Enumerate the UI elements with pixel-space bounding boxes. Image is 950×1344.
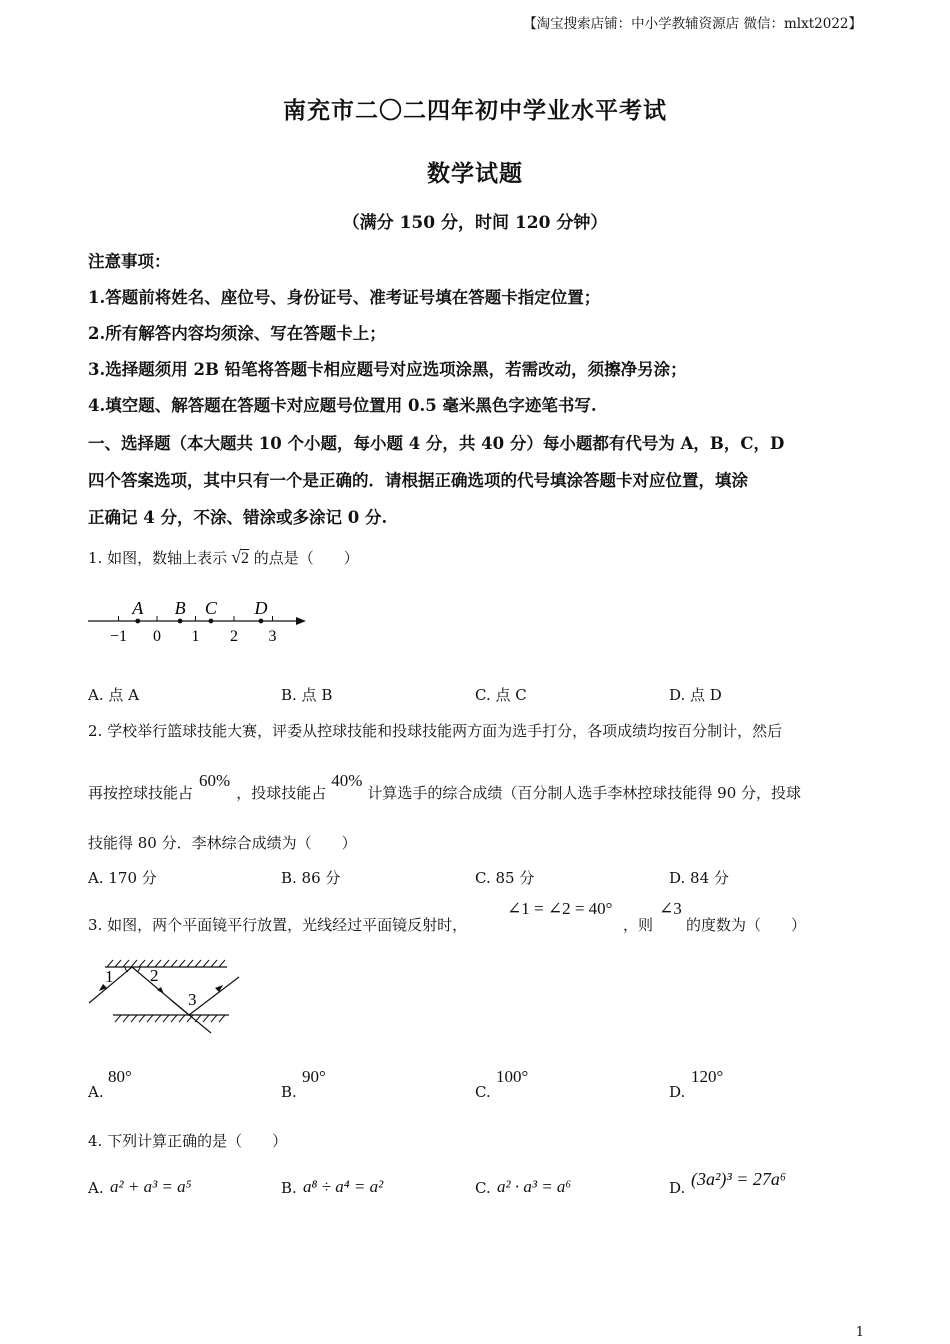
q3-stem-text-end: 的度数为（ ） [686, 916, 807, 934]
tick-label: 0 [153, 628, 161, 645]
q3-option-c-value: 100° [496, 1067, 529, 1086]
page-number: 1 [855, 1325, 864, 1340]
q2-percent-2: 40% [331, 771, 363, 790]
outgoing-ray [189, 977, 239, 1015]
notes-heading: 注意事项： [88, 252, 171, 271]
q4-option-c-letter: C. [475, 1179, 491, 1197]
point-b-dot [178, 619, 183, 624]
top-mirror-hatching [107, 960, 225, 967]
q3-option-d-value: 120° [691, 1067, 724, 1086]
q3-stem-text: ，则 [623, 916, 654, 934]
q4-option-c-value: a² · a³ = a⁶ [497, 1177, 572, 1196]
point-d-label: D [254, 598, 268, 618]
q4-option-a-value: a² + a³ = a⁵ [110, 1177, 192, 1196]
angle-2-arc [137, 967, 140, 972]
q4-option-a-letter: A. [88, 1179, 104, 1197]
point-a-dot [135, 619, 140, 624]
note-item: 3.选择题须用 2B 铅笔将答题卡相应题号对应选项涂黑，若需改动，须擦净另涂； [88, 360, 687, 379]
number-line-points [131, 598, 267, 623]
section-instructions-3: 正确记 4 分，不涂、错涂或多涂记 0 分. [88, 508, 388, 527]
angle-2-label: 2 [150, 966, 159, 985]
q2-text: 计算选手的综合成绩（百分制人选手李林控球技能得 90 分，投球 [367, 784, 802, 802]
q2-text: 再按控球技能占 [88, 784, 194, 802]
q4-option-b-value: a⁸ ÷ a⁴ = a² [303, 1177, 384, 1196]
q4-option-d-value: (3a²)³ = 27a⁶ [691, 1169, 787, 1189]
angle-1-arc [125, 967, 128, 972]
q4-stem: 4. 下列计算正确的是（ ） [88, 1132, 288, 1150]
q1-option-d: D. 点 D [669, 686, 722, 704]
mirror-figure [85, 955, 250, 1035]
number-line-figure [82, 595, 322, 650]
q3-option-c-letter: C. [475, 1083, 491, 1101]
q1-option-b: B. 点 B [281, 686, 333, 704]
q3-condition: ∠1 = ∠2 = 40° [507, 899, 613, 918]
q1-stem [88, 547, 359, 568]
point-b-label: B [174, 598, 186, 618]
section-instructions-1: 一、选择题（本大题共 10 个小题，每小题 4 分，共 40 分）每小题都有代号为 A，B，C，D [88, 434, 785, 453]
q3-angle: ∠3 [659, 899, 682, 918]
q2-line-2 [88, 771, 802, 803]
point-d-dot [259, 619, 264, 624]
note-item: 2.所有解答内容均须涂、写在答题卡上； [88, 324, 386, 343]
tick-label: 3 [268, 628, 277, 645]
section-instructions-2: 四个答案选项，其中只有一个是正确的．请根据正确选项的代号填涂答题卡对应位置，填涂 [88, 471, 748, 490]
q2-text: ，投球技能占 [236, 784, 327, 802]
tick-label: 1 [191, 628, 200, 645]
q1-stem-text: 1. 如图，数轴上表示 [88, 549, 228, 567]
arrow-head-icon [296, 617, 306, 625]
sqrt-radicand: 2 [240, 550, 249, 567]
exam-info: （满分 150 分，时间 120 分钟） [342, 213, 608, 233]
sqrt-symbol: √2 [231, 547, 249, 567]
ray-arrow-icon [157, 987, 164, 994]
q1-option-c: C. 点 C [475, 686, 527, 704]
q2-option-a: A. 170 分 [88, 869, 157, 887]
q3-option-b-value: 90° [302, 1067, 326, 1086]
point-a-label: A [132, 598, 144, 618]
note-item: 4.填空题、解答题在答题卡对应题号位置用 0.5 毫米黑色字迹笔书写. [88, 396, 597, 415]
tick-label: 2 [230, 628, 238, 645]
q2-line-3: 技能得 80 分．李林综合成绩为（ ） [88, 834, 357, 852]
angle-3-label: 3 [188, 990, 197, 1009]
exam-subtitle: 数学试题 [427, 160, 523, 187]
q4-option-b-letter: B. [281, 1179, 297, 1197]
q1-option-a: A. 点 A [88, 686, 139, 704]
q3-option-d-letter: D. [669, 1083, 686, 1101]
q3-stem-text: 3. 如图，两个平面镜平行放置，光线经过平面镜反射时， [88, 916, 468, 934]
q1-stem-text-end: 的点是（ ） [253, 549, 359, 567]
note-item: 1.答题前将姓名、座位号、身份证号、准考证号填在答题卡指定位置； [88, 288, 601, 307]
q3-option-b-letter: B. [281, 1083, 297, 1101]
tick-label: −1 [109, 628, 128, 645]
q2-line-1: 2. 学校举行篮球技能大赛，评委从控球技能和投球技能两方面为选手打分，各项成绩均按百分制计，然后 [88, 722, 783, 740]
angle-1-label: 1 [105, 967, 114, 986]
exam-title: 南充市二〇二四年初中学业水平考试 [283, 97, 667, 124]
q2-option-d: D. 84 分 [669, 869, 729, 887]
q3-option-a-value: 80° [108, 1067, 132, 1086]
ray-arrow-icon [215, 985, 223, 992]
q4-option-d-letter: D. [669, 1179, 686, 1197]
q2-option-c: C. 85 分 [475, 869, 535, 887]
point-c-dot [209, 619, 214, 624]
q2-option-b: B. 86 分 [281, 869, 341, 887]
bottom-mirror-hatching [115, 1015, 225, 1022]
number-line-ticks [110, 616, 277, 645]
q3-option-a-letter: A. [88, 1083, 104, 1101]
q2-percent-1: 60% [199, 771, 231, 790]
page-header: 【淘宝搜索店铺：中小学教辅资源店 微信：mlxt2022】 [523, 16, 862, 32]
point-c-label: C [204, 598, 217, 618]
